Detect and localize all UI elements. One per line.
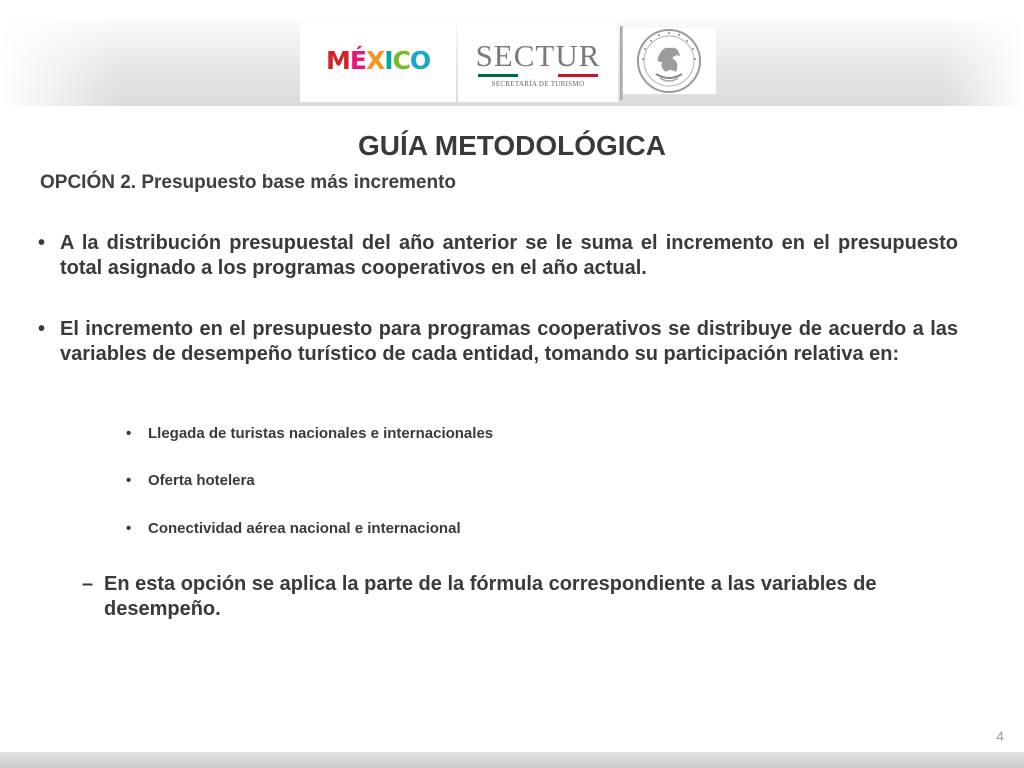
header-banner-fade-left <box>0 20 300 106</box>
dash-text: En esta opción se aplica la parte de la fórmula correspondiente a las variables de desempeño. <box>104 573 877 620</box>
sub-bullet-mark: • <box>126 520 132 537</box>
sectur-logo-subtitle: SECRETARÍA DE TURISMO <box>491 80 585 88</box>
sub-bullet-text: Llegada de turistas nacionales e internacionales <box>148 425 494 442</box>
bullet-text: A la distribución presupuestal del año anterior se le suma el incremento en el presupuesto total asignado a los programas cooperativos en el año actual. <box>60 232 958 279</box>
mexico-logo-letter: X <box>365 46 385 75</box>
bullet-text: El incremento en el presupuesto para programas cooperativos se distribuye de acuerdo a las variables de desempeño turístico de cada entidad, tomando su participación relativa en: <box>60 318 958 365</box>
header-divider <box>620 26 623 100</box>
slide-title: GUÍA METODOLÓGICA <box>358 130 666 161</box>
bullet-item <box>38 317 958 367</box>
sub-bullet-mark: • <box>126 472 132 489</box>
mexico-logo-letter: M <box>326 46 350 75</box>
mexico-logo <box>326 46 430 76</box>
page-number: 4 <box>996 728 1004 744</box>
coat-of-arms-seal-icon <box>636 28 702 94</box>
sectur-bar-red <box>558 74 598 77</box>
mexico-logo-letter: O <box>409 46 431 75</box>
bullet-item <box>38 231 958 281</box>
sub-bullet-text: Oferta hotelera <box>148 472 255 489</box>
sub-bullet-item <box>126 519 461 539</box>
dash-item <box>82 572 960 622</box>
mexico-logo-letter: É <box>349 46 366 75</box>
sectur-bar-green <box>478 74 518 77</box>
bullet-mark: • <box>38 232 46 254</box>
slide-subtitle: OPCIÓN 2. Presupuesto base más incremento <box>40 172 457 193</box>
bullet-mark: • <box>38 318 46 340</box>
dash-mark: – <box>82 573 94 595</box>
header-banner-fade-right <box>704 20 1024 106</box>
sub-bullet-mark: • <box>126 425 132 442</box>
sub-bullet-item <box>126 471 255 491</box>
sectur-logo-color-bar <box>478 74 598 77</box>
mexico-logo-letter: C <box>392 46 410 75</box>
sectur-logo-word: SECTUR <box>475 38 601 73</box>
sectur-bar-white <box>518 74 558 77</box>
sub-bullet-text: Conectividad aérea nacional e internacional <box>148 520 461 537</box>
mexico-logo-letter: I <box>384 46 393 75</box>
sub-bullet-item <box>126 424 493 444</box>
footer-bar <box>0 752 1024 768</box>
